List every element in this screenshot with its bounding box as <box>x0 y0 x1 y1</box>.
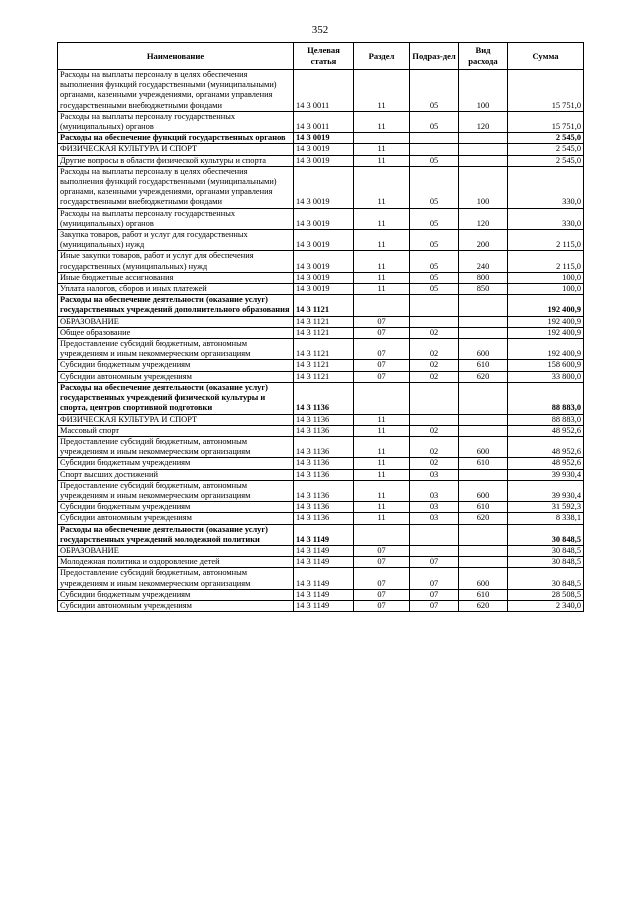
cell-expense-type: 600 <box>459 568 508 589</box>
cell-subsection <box>410 316 459 327</box>
cell-target: 14 3 1136 <box>294 469 354 480</box>
table-row <box>58 251 584 272</box>
cell-name: Субсидии автономным учреждениям <box>58 600 294 611</box>
table-row <box>58 208 584 229</box>
cell-expense-type: 620 <box>459 371 508 382</box>
cell-amount: 88 883,0 <box>508 382 584 414</box>
cell-target: 14 3 0019 <box>294 230 354 251</box>
table-header-row <box>58 43 584 70</box>
table-row <box>58 458 584 469</box>
cell-target: 14 3 1136 <box>294 458 354 469</box>
cell-expense-type <box>459 557 508 568</box>
cell-section <box>354 524 410 545</box>
table-row <box>58 144 584 155</box>
cell-expense-type: 120 <box>459 111 508 132</box>
cell-target: 14 3 1136 <box>294 425 354 436</box>
cell-name: Массовый спорт <box>58 425 294 436</box>
cell-subsection: 02 <box>410 458 459 469</box>
cell-name: Общее образование <box>58 327 294 338</box>
cell-amount: 2 115,0 <box>508 230 584 251</box>
cell-section: 07 <box>354 557 410 568</box>
cell-name: Предоставление субсидий бюджетным, автономным учреждениям и иным некоммерческим организациям <box>58 480 294 501</box>
table-row <box>58 327 584 338</box>
table-row <box>58 545 584 556</box>
cell-section: 07 <box>354 589 410 600</box>
table-row <box>58 339 584 360</box>
cell-subsection <box>410 414 459 425</box>
cell-section <box>354 133 410 144</box>
cell-amount: 2 340,0 <box>508 600 584 611</box>
cell-subsection: 07 <box>410 600 459 611</box>
cell-subsection: 03 <box>410 513 459 524</box>
cell-amount: 2 545,0 <box>508 144 584 155</box>
cell-name: Иные закупки товаров, работ и услуг для обеспечения государственных (муниципальных) нужд <box>58 251 294 272</box>
cell-amount: 30 848,5 <box>508 545 584 556</box>
cell-name: Предоставление субсидий бюджетным, автономным учреждениям и иным некоммерческим организациям <box>58 339 294 360</box>
cell-amount: 2 545,0 <box>508 133 584 144</box>
cell-name: Спорт высших достижений <box>58 469 294 480</box>
cell-amount: 192 400,9 <box>508 316 584 327</box>
cell-target: 14 3 0011 <box>294 111 354 132</box>
budget-table <box>57 42 584 612</box>
cell-name: Субсидии автономным учреждениям <box>58 371 294 382</box>
cell-section: 07 <box>354 327 410 338</box>
cell-amount: 100,0 <box>508 272 584 283</box>
cell-expense-type: 610 <box>459 589 508 600</box>
cell-subsection: 03 <box>410 469 459 480</box>
cell-expense-type: 100 <box>459 70 508 112</box>
cell-expense-type: 200 <box>459 230 508 251</box>
cell-name: ОБРАЗОВАНИЕ <box>58 545 294 556</box>
cell-section: 11 <box>354 208 410 229</box>
cell-subsection: 05 <box>410 111 459 132</box>
cell-subsection: 05 <box>410 155 459 166</box>
cell-expense-type <box>459 545 508 556</box>
cell-section: 07 <box>354 545 410 556</box>
cell-subsection: 05 <box>410 166 459 208</box>
cell-expense-type: 610 <box>459 502 508 513</box>
cell-expense-type: 600 <box>459 436 508 457</box>
cell-section: 11 <box>354 166 410 208</box>
table-row <box>58 155 584 166</box>
cell-subsection <box>410 144 459 155</box>
cell-section: 11 <box>354 458 410 469</box>
cell-amount: 8 338,1 <box>508 513 584 524</box>
cell-target: 14 3 0019 <box>294 208 354 229</box>
cell-subsection: 02 <box>410 360 459 371</box>
cell-name: Расходы на выплаты персоналу государственных (муниципальных) органов <box>58 111 294 132</box>
cell-section: 11 <box>354 144 410 155</box>
cell-target: 14 3 1149 <box>294 600 354 611</box>
cell-section: 11 <box>354 502 410 513</box>
cell-subsection: 03 <box>410 480 459 501</box>
table-row <box>58 414 584 425</box>
cell-target: 14 3 1149 <box>294 557 354 568</box>
cell-expense-type <box>459 316 508 327</box>
cell-expense-type <box>459 155 508 166</box>
cell-amount: 158 600,9 <box>508 360 584 371</box>
cell-subsection: 05 <box>410 272 459 283</box>
table-row <box>58 469 584 480</box>
cell-section: 11 <box>354 469 410 480</box>
cell-target: 14 3 1121 <box>294 371 354 382</box>
cell-name: Закупка товаров, работ и услуг для государственных (муниципальных) нужд <box>58 230 294 251</box>
table-row <box>58 480 584 501</box>
cell-target: 14 3 1136 <box>294 480 354 501</box>
cell-name: Другие вопросы в области физической культуры и спорта <box>58 155 294 166</box>
cell-target: 14 3 1149 <box>294 568 354 589</box>
cell-name: ОБРАЗОВАНИЕ <box>58 316 294 327</box>
cell-name: Уплата налогов, сборов и иных платежей <box>58 284 294 295</box>
cell-subsection: 05 <box>410 284 459 295</box>
cell-section: 11 <box>354 230 410 251</box>
cell-amount: 330,0 <box>508 166 584 208</box>
cell-name: ФИЗИЧЕСКАЯ КУЛЬТУРА И СПОРТ <box>58 414 294 425</box>
cell-name: Субсидии бюджетным учреждениям <box>58 360 294 371</box>
cell-section: 11 <box>354 272 410 283</box>
cell-section: 11 <box>354 70 410 112</box>
cell-target: 14 3 1121 <box>294 360 354 371</box>
table-row <box>58 524 584 545</box>
table-row <box>58 600 584 611</box>
cell-amount: 48 952,6 <box>508 425 584 436</box>
cell-amount: 48 952,6 <box>508 436 584 457</box>
cell-name: Субсидии бюджетным учреждениям <box>58 458 294 469</box>
cell-amount: 30 848,5 <box>508 524 584 545</box>
cell-target: 14 3 1149 <box>294 524 354 545</box>
cell-target: 14 3 1121 <box>294 295 354 316</box>
cell-name: Расходы на обеспечение деятельности (оказание услуг) государственных учреждений физической культуры и спорта, центров спортивной подготовки <box>58 382 294 414</box>
table-row <box>58 425 584 436</box>
cell-expense-type <box>459 524 508 545</box>
cell-section: 11 <box>354 111 410 132</box>
cell-target: 14 3 1136 <box>294 513 354 524</box>
cell-expense-type <box>459 425 508 436</box>
cell-section <box>354 295 410 316</box>
table-row <box>58 70 584 112</box>
cell-subsection: 02 <box>410 436 459 457</box>
cell-amount: 39 930,4 <box>508 480 584 501</box>
cell-expense-type: 620 <box>459 600 508 611</box>
cell-amount: 30 848,5 <box>508 557 584 568</box>
table-row <box>58 589 584 600</box>
cell-amount: 28 508,5 <box>508 589 584 600</box>
cell-name: Расходы на обеспечение функций государственных органов <box>58 133 294 144</box>
table-row <box>58 568 584 589</box>
cell-expense-type: 600 <box>459 339 508 360</box>
cell-name: Предоставление субсидий бюджетным, автономным учреждениям и иным некоммерческим организациям <box>58 568 294 589</box>
budget-table-body <box>58 70 584 612</box>
cell-expense-type: 120 <box>459 208 508 229</box>
cell-target: 14 3 1136 <box>294 436 354 457</box>
cell-expense-type: 100 <box>459 166 508 208</box>
cell-target: 14 3 1136 <box>294 502 354 513</box>
table-row <box>58 133 584 144</box>
table-row <box>58 284 584 295</box>
cell-subsection: 07 <box>410 557 459 568</box>
cell-name: Расходы на выплаты персоналу в целях обеспечения выполнения функций государственными (муниципальными) органами, казенными учреждениями, органами управления государственными внебюджетными фондами <box>58 70 294 112</box>
cell-name: Расходы на обеспечение деятельности (оказание услуг) государственных учреждений дополнительного образования <box>58 295 294 316</box>
table-row <box>58 360 584 371</box>
table-row <box>58 557 584 568</box>
cell-subsection: 05 <box>410 70 459 112</box>
cell-amount: 192 400,9 <box>508 339 584 360</box>
page-number: 352 <box>311 24 329 36</box>
cell-amount: 330,0 <box>508 208 584 229</box>
cell-expense-type: 610 <box>459 360 508 371</box>
cell-expense-type <box>459 327 508 338</box>
cell-subsection: 02 <box>410 371 459 382</box>
cell-expense-type: 610 <box>459 458 508 469</box>
cell-amount: 15 751,0 <box>508 70 584 112</box>
cell-expense-type: 240 <box>459 251 508 272</box>
cell-amount: 33 800,0 <box>508 371 584 382</box>
cell-section: 11 <box>354 284 410 295</box>
cell-expense-type <box>459 414 508 425</box>
cell-section: 07 <box>354 600 410 611</box>
cell-target: 14 3 0019 <box>294 251 354 272</box>
cell-target: 14 3 0019 <box>294 133 354 144</box>
cell-amount: 100,0 <box>508 284 584 295</box>
cell-expense-type: 800 <box>459 272 508 283</box>
cell-section: 11 <box>354 251 410 272</box>
cell-section: 11 <box>354 436 410 457</box>
cell-subsection <box>410 133 459 144</box>
cell-expense-type <box>459 382 508 414</box>
cell-amount: 192 400,9 <box>508 327 584 338</box>
cell-amount: 15 751,0 <box>508 111 584 132</box>
table-row <box>58 502 584 513</box>
cell-target: 14 3 1121 <box>294 316 354 327</box>
cell-name: Субсидии автономным учреждениям <box>58 513 294 524</box>
cell-subsection <box>410 382 459 414</box>
cell-subsection: 02 <box>410 425 459 436</box>
cell-subsection <box>410 524 459 545</box>
cell-subsection: 05 <box>410 208 459 229</box>
table-row <box>58 295 584 316</box>
cell-target: 14 3 1121 <box>294 339 354 360</box>
cell-section: 07 <box>354 339 410 360</box>
table-row <box>58 230 584 251</box>
header-amount: Сумма <box>508 43 584 70</box>
cell-target: 14 3 0011 <box>294 70 354 112</box>
cell-amount: 2 545,0 <box>508 155 584 166</box>
cell-name: Иные бюджетные ассигнования <box>58 272 294 283</box>
cell-subsection <box>410 545 459 556</box>
cell-name: Субсидии бюджетным учреждениям <box>58 589 294 600</box>
table-row <box>58 513 584 524</box>
header-target: Целевая статья <box>294 43 354 70</box>
cell-section: 07 <box>354 568 410 589</box>
table-row <box>58 111 584 132</box>
header-expense-type: Вид расхода <box>459 43 508 70</box>
table-row <box>58 382 584 414</box>
cell-amount: 30 848,5 <box>508 568 584 589</box>
cell-section: 11 <box>354 155 410 166</box>
cell-section: 11 <box>354 425 410 436</box>
cell-expense-type <box>459 133 508 144</box>
cell-name: ФИЗИЧЕСКАЯ КУЛЬТУРА И СПОРТ <box>58 144 294 155</box>
cell-expense-type: 850 <box>459 284 508 295</box>
cell-subsection <box>410 295 459 316</box>
cell-target: 14 3 0019 <box>294 284 354 295</box>
cell-name: Расходы на обеспечение деятельности (оказание услуг) государственных учреждений молодежной политики <box>58 524 294 545</box>
cell-target: 14 3 0019 <box>294 166 354 208</box>
cell-section: 07 <box>354 371 410 382</box>
cell-section: 07 <box>354 360 410 371</box>
cell-subsection: 02 <box>410 339 459 360</box>
cell-name: Предоставление субсидий бюджетным, автономным учреждениям и иным некоммерческим организациям <box>58 436 294 457</box>
cell-section: 07 <box>354 316 410 327</box>
cell-section <box>354 382 410 414</box>
cell-subsection: 07 <box>410 568 459 589</box>
cell-target: 14 3 1136 <box>294 414 354 425</box>
cell-amount: 88 883,0 <box>508 414 584 425</box>
table-row <box>58 436 584 457</box>
cell-amount: 48 952,6 <box>508 458 584 469</box>
cell-section: 11 <box>354 414 410 425</box>
header-subsection: Подраз-дел <box>410 43 459 70</box>
table-row <box>58 272 584 283</box>
cell-name: Субсидии бюджетным учреждениям <box>58 502 294 513</box>
header-name: Наименование <box>58 43 294 70</box>
cell-name: Расходы на выплаты персоналу в целях обеспечения выполнения функций государственными (муниципальными) органами, казенными учреждениями, органами управления государственными внебюджетными фондами <box>58 166 294 208</box>
cell-subsection: 03 <box>410 502 459 513</box>
cell-expense-type <box>459 144 508 155</box>
cell-amount: 39 930,4 <box>508 469 584 480</box>
cell-target: 14 3 1136 <box>294 382 354 414</box>
cell-section: 11 <box>354 513 410 524</box>
cell-target: 14 3 0019 <box>294 144 354 155</box>
cell-name: Молодежная политика и оздоровление детей <box>58 557 294 568</box>
cell-target: 14 3 1149 <box>294 545 354 556</box>
cell-target: 14 3 0019 <box>294 155 354 166</box>
cell-subsection: 05 <box>410 251 459 272</box>
cell-amount: 192 400,9 <box>508 295 584 316</box>
header-section: Раздел <box>354 43 410 70</box>
cell-expense-type: 600 <box>459 480 508 501</box>
table-row <box>58 371 584 382</box>
cell-subsection: 02 <box>410 327 459 338</box>
table-row <box>58 166 584 208</box>
cell-target: 14 3 1121 <box>294 327 354 338</box>
cell-subsection: 07 <box>410 589 459 600</box>
cell-expense-type: 620 <box>459 513 508 524</box>
cell-target: 14 3 0019 <box>294 272 354 283</box>
cell-target: 14 3 1149 <box>294 589 354 600</box>
cell-amount: 2 115,0 <box>508 251 584 272</box>
table-row <box>58 316 584 327</box>
cell-section: 11 <box>354 480 410 501</box>
cell-expense-type <box>459 469 508 480</box>
cell-subsection: 05 <box>410 230 459 251</box>
cell-name: Расходы на выплаты персоналу государственных (муниципальных) органов <box>58 208 294 229</box>
cell-amount: 31 592,3 <box>508 502 584 513</box>
cell-expense-type <box>459 295 508 316</box>
